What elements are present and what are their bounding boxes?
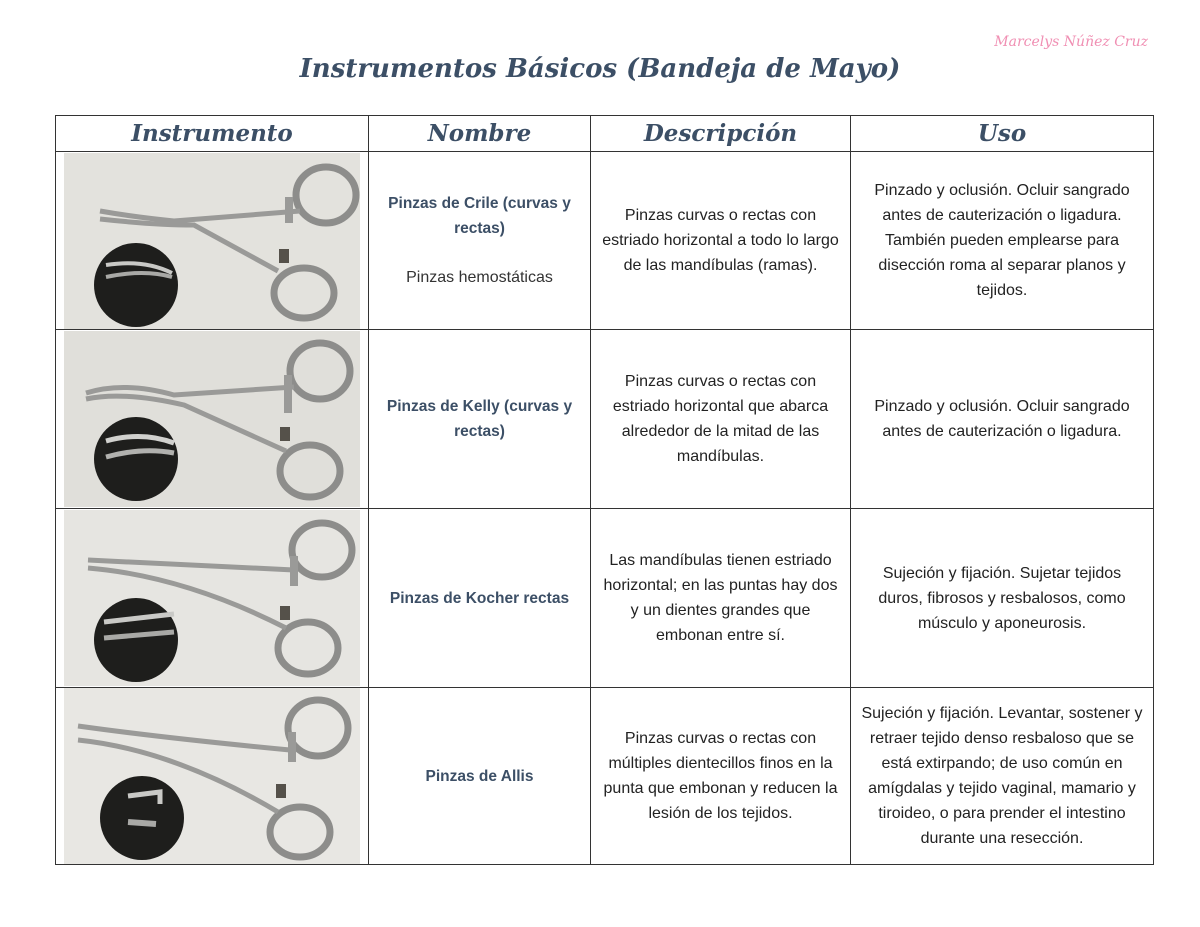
instrument-name: Pinzas de Kocher rectas bbox=[389, 589, 570, 607]
column-header-uso: Uso bbox=[851, 116, 1154, 152]
instrument-subname: Pinzas hemostáticas bbox=[406, 269, 553, 286]
table-row bbox=[56, 152, 1154, 330]
table-header-row bbox=[56, 116, 1154, 152]
instrument-description: Pinzas curvas o rectas con múltiples dientecillos finos en la punta que embonan y reducen la lesión de los tejidos. bbox=[591, 688, 851, 865]
instrument-image-cell bbox=[56, 509, 369, 688]
column-header-nombre: Nombre bbox=[369, 116, 591, 152]
instrument-image-cell bbox=[56, 152, 369, 330]
instrument-name: Pinzas de Allis bbox=[425, 767, 534, 785]
instrument-use: Pinzado y oclusión. Ocluir sangrado antes de cauterización o ligadura. bbox=[851, 330, 1154, 509]
instruments-table bbox=[55, 115, 1154, 865]
column-header-instrumento: Instrumento bbox=[56, 116, 369, 152]
allis-forceps-icon bbox=[64, 688, 360, 864]
crile-forceps-icon bbox=[64, 153, 360, 329]
author-signature: Marcelys Núñez Cruz bbox=[994, 34, 1148, 50]
instrument-use: Sujeción y fijación. Sujetar tejidos duros, fibrosos y resbalosos, como músculo y aponeurosis. bbox=[851, 509, 1154, 688]
instrument-name-cell bbox=[369, 688, 591, 865]
table-row bbox=[56, 330, 1154, 509]
instrument-use: Sujeción y fijación. Levantar, sostener y retraer tejido denso resbaloso que se está extirpando; de uso común en amígdalas y tejido vaginal, mamario y tiroideo, o para prender el intestino durante una resección. bbox=[851, 688, 1154, 865]
instrument-name-cell bbox=[369, 330, 591, 509]
instrument-use: Pinzado y oclusión. Ocluir sangrado antes de cauterización o ligadura. También pueden emplearse para disección roma al separar planos y tejidos. bbox=[851, 152, 1154, 330]
instrument-image-cell bbox=[56, 688, 369, 865]
instrument-image-cell bbox=[56, 330, 369, 509]
page-title: Instrumentos Básicos (Bandeja de Mayo) bbox=[299, 54, 901, 84]
instrument-description: Pinzas curvas o rectas con estriado horizontal a todo lo largo de las mandíbulas (ramas). bbox=[591, 152, 851, 330]
instrument-name: Pinzas de Kelly (curvas y rectas) bbox=[386, 398, 573, 440]
instrument-name-cell bbox=[369, 152, 591, 330]
instrument-name-cell bbox=[369, 509, 591, 688]
kocher-forceps-icon bbox=[64, 510, 360, 686]
instrument-description: Las mandíbulas tienen estriado horizontal; en las puntas hay dos y un dientes grandes que embonan entre sí. bbox=[591, 509, 851, 688]
table-row bbox=[56, 509, 1154, 688]
instrument-description: Pinzas curvas o rectas con estriado horizontal que abarca alrededor de la mitad de las mandíbulas. bbox=[591, 330, 851, 509]
table-row bbox=[56, 688, 1154, 865]
instrument-name: Pinzas de Crile (curvas y rectas) bbox=[388, 195, 571, 237]
column-header-descripcion: Descripción bbox=[591, 116, 851, 152]
kelly-forceps-icon bbox=[64, 331, 360, 507]
